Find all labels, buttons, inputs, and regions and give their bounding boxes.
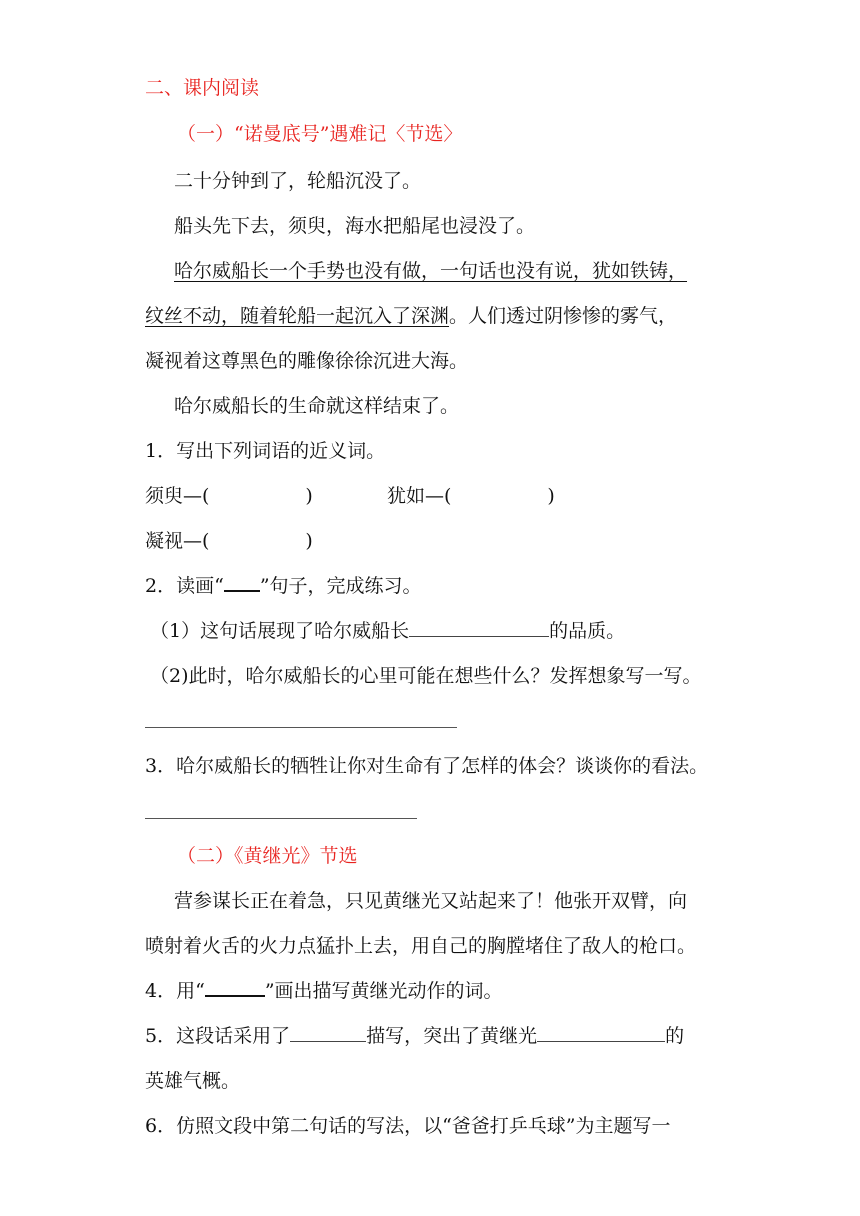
passage1-paragraph-2: 船头先下去，须臾，海水把船尾也浸没了。 bbox=[174, 215, 536, 237]
question-4 bbox=[145, 979, 503, 1003]
question-2-part-1-text-a: （1）这句话展现了哈尔威船长 bbox=[150, 620, 410, 642]
question-1: 1．写出下列词语的近义词。 bbox=[145, 440, 386, 462]
synonym-item-2 bbox=[387, 484, 555, 508]
paragraph-3-line-2 bbox=[145, 304, 677, 328]
question-2-part-1 bbox=[150, 619, 625, 643]
synonym-word-2: 犹如—( bbox=[387, 485, 452, 507]
passage2-line-2: 喷射着火舌的火力点猛扑上去，用自己的胸膛堵住了敌人的枪口。 bbox=[145, 935, 697, 957]
underlined-sentence-line-1: 哈尔威船长一个手势也没有做，一句话也没有说，犹如铁铸， bbox=[174, 260, 688, 282]
passage2-line-1: 营参谋长正在着急，只见黄继光又站起来了！他张开双臂，向 bbox=[174, 890, 688, 912]
question-5 bbox=[145, 1024, 684, 1048]
question-2-part-2: （2)此时，哈尔威船长的心里可能在想些什么？发挥想象写一写。 bbox=[150, 665, 702, 687]
passage1-paragraph-4: 哈尔威船长的生命就这样结束了。 bbox=[174, 395, 460, 417]
question-2 bbox=[145, 574, 422, 598]
synonym-word-3: 凝视—( bbox=[145, 530, 210, 552]
synonym-close-paren-1: ) bbox=[305, 485, 313, 507]
synonym-word-1: 须臾—( bbox=[145, 485, 210, 507]
passage1-paragraph-1: 二十分钟到了，轮船沉没了。 bbox=[174, 170, 422, 192]
underline-symbol-sample-2 bbox=[205, 979, 265, 997]
underline-symbol-sample bbox=[224, 574, 260, 592]
question-3: 3．哈尔威船长的牺牲让你对生命有了怎样的体会？谈谈你的看法。 bbox=[145, 755, 709, 777]
question-4-text-b: ”画出描写黄继光动作的词。 bbox=[264, 980, 503, 1002]
question-2-text-a: 2．读画“ bbox=[145, 575, 224, 597]
question-6: 6．仿照文段中第二句话的写法，以“爸爸打乒乓球”为主题写一 bbox=[145, 1115, 671, 1137]
question-2-text-b: ”句子，完成练习。 bbox=[259, 575, 422, 597]
description-type-blank[interactable] bbox=[290, 1025, 366, 1042]
passage1-title: （一）“诺曼底号”遇难记〈节选〉 bbox=[177, 123, 463, 145]
answer-line-question-3[interactable] bbox=[145, 818, 417, 819]
synonym-close-paren-2: ) bbox=[547, 485, 555, 507]
spirit-answer-blank[interactable] bbox=[537, 1025, 665, 1042]
question-4-text-a: 4．用“ bbox=[145, 980, 205, 1002]
underlined-sentence-line-2: 纹丝不动，随着轮船一起沉入了深渊 bbox=[145, 305, 450, 327]
synonym-close-paren-3: ) bbox=[305, 530, 313, 552]
synonym-item-3 bbox=[145, 529, 313, 553]
quality-answer-blank[interactable] bbox=[409, 620, 549, 637]
section-title: 二、课内阅读 bbox=[145, 77, 260, 99]
paragraph-3-continuation: 。人们透过阴惨惨的雾气， bbox=[449, 305, 678, 327]
question-2-part-1-text-b: 的品质。 bbox=[549, 620, 626, 642]
question-5-continuation: 英雄气概。 bbox=[145, 1070, 241, 1092]
paragraph-3-line-3: 凝视着这尊黑色的雕像徐徐沉进大海。 bbox=[145, 350, 469, 372]
passage2-title: （二）《黄继光》节选 bbox=[177, 845, 358, 867]
question-5-text-a: 5．这段话采用了 bbox=[145, 1025, 291, 1047]
synonym-item-1 bbox=[145, 484, 313, 508]
answer-line-question-2-part-2[interactable] bbox=[145, 727, 457, 728]
question-5-text-c: 的 bbox=[665, 1025, 685, 1047]
question-5-text-b: 描写，突出了黄继光 bbox=[366, 1025, 538, 1047]
